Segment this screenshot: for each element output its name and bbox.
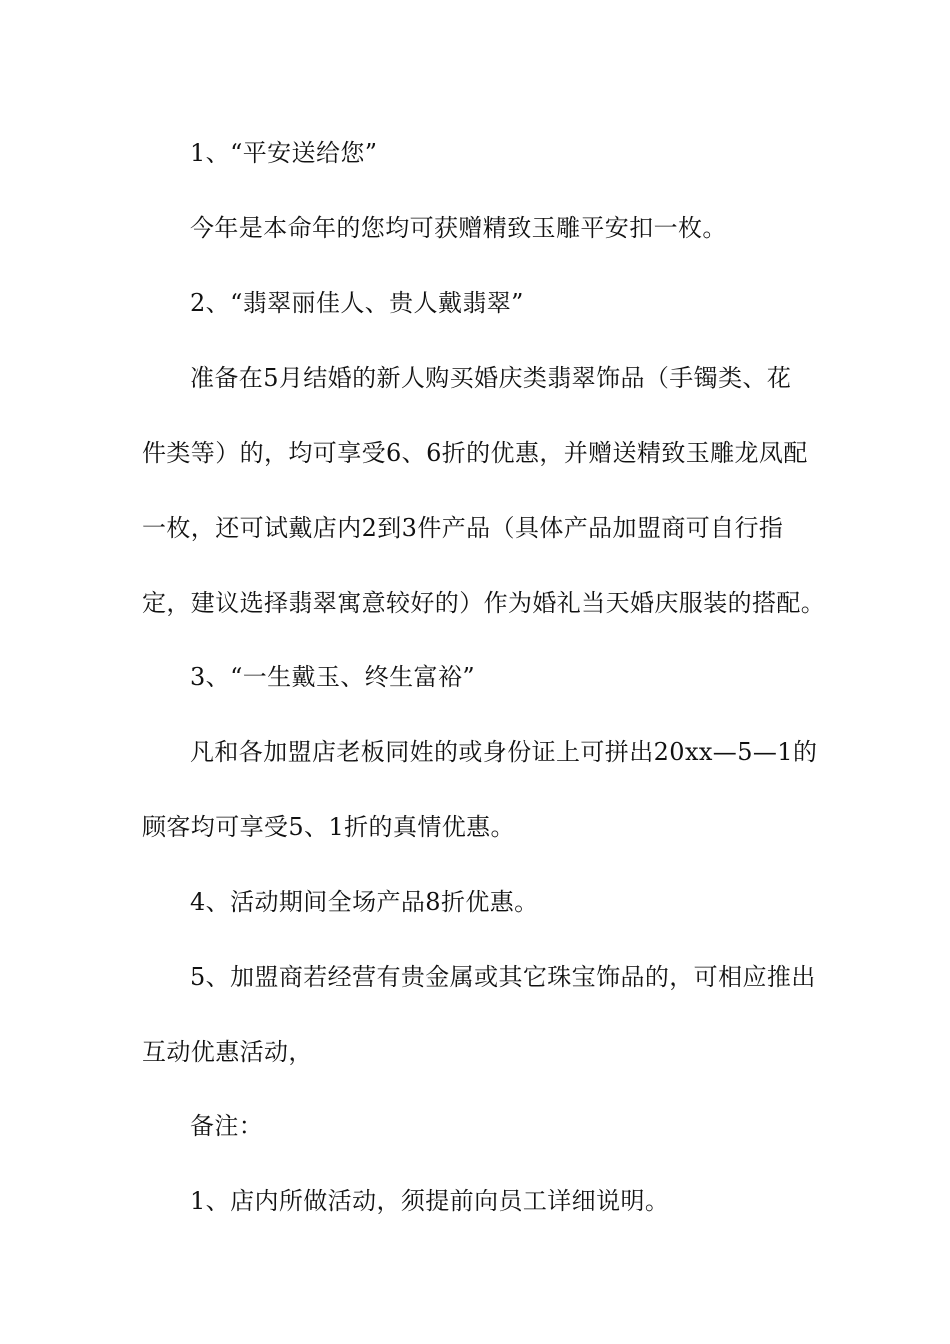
item-3-body-line-2: 顾客均可享受5、1折的真情优惠。 xyxy=(142,813,515,841)
item-2-body-line-4: 定，建议选择翡翠寓意较好的）作为婚礼当天婚庆服装的搭配。 xyxy=(142,589,826,617)
item-2-body-line-3: 一枚，还可试戴店内2到3件产品（具体产品加盟商可自行指 xyxy=(142,514,784,542)
item-5-text-line-2: 互动优惠活动， xyxy=(142,1038,313,1066)
note-1-text: 1、店内所做活动，须提前向员工详细说明。 xyxy=(190,1187,670,1215)
item-2-body-line-1: 准备在5月结婚的新人购买婚庆类翡翠饰品（手镯类、花 xyxy=(190,364,792,392)
item-3-heading: 3、“一生戴玉、终生富裕” xyxy=(190,663,476,691)
item-2-heading: 2、“翡翠丽佳人、贵人戴翡翠” xyxy=(190,289,524,317)
item-4-text: 4、活动期间全场产品8折优惠。 xyxy=(190,888,539,916)
item-1-heading: 1、“平安送给您” xyxy=(190,139,378,167)
item-1-body: 今年是本命年的您均可获赠精致玉雕平安扣一枚。 xyxy=(190,214,727,242)
notes-heading: 备注： xyxy=(190,1112,264,1140)
item-2-body-line-2: 件类等）的，均可享受6、6折的优惠，并赠送精致玉雕龙凤配 xyxy=(142,439,808,467)
item-3-body-line-1: 凡和各加盟店老板同姓的或身份证上可拼出20xx—5—1的 xyxy=(190,738,818,766)
item-5-text-line-1: 5、加盟商若经营有贵金属或其它珠宝饰品的，可相应推出 xyxy=(190,963,816,991)
